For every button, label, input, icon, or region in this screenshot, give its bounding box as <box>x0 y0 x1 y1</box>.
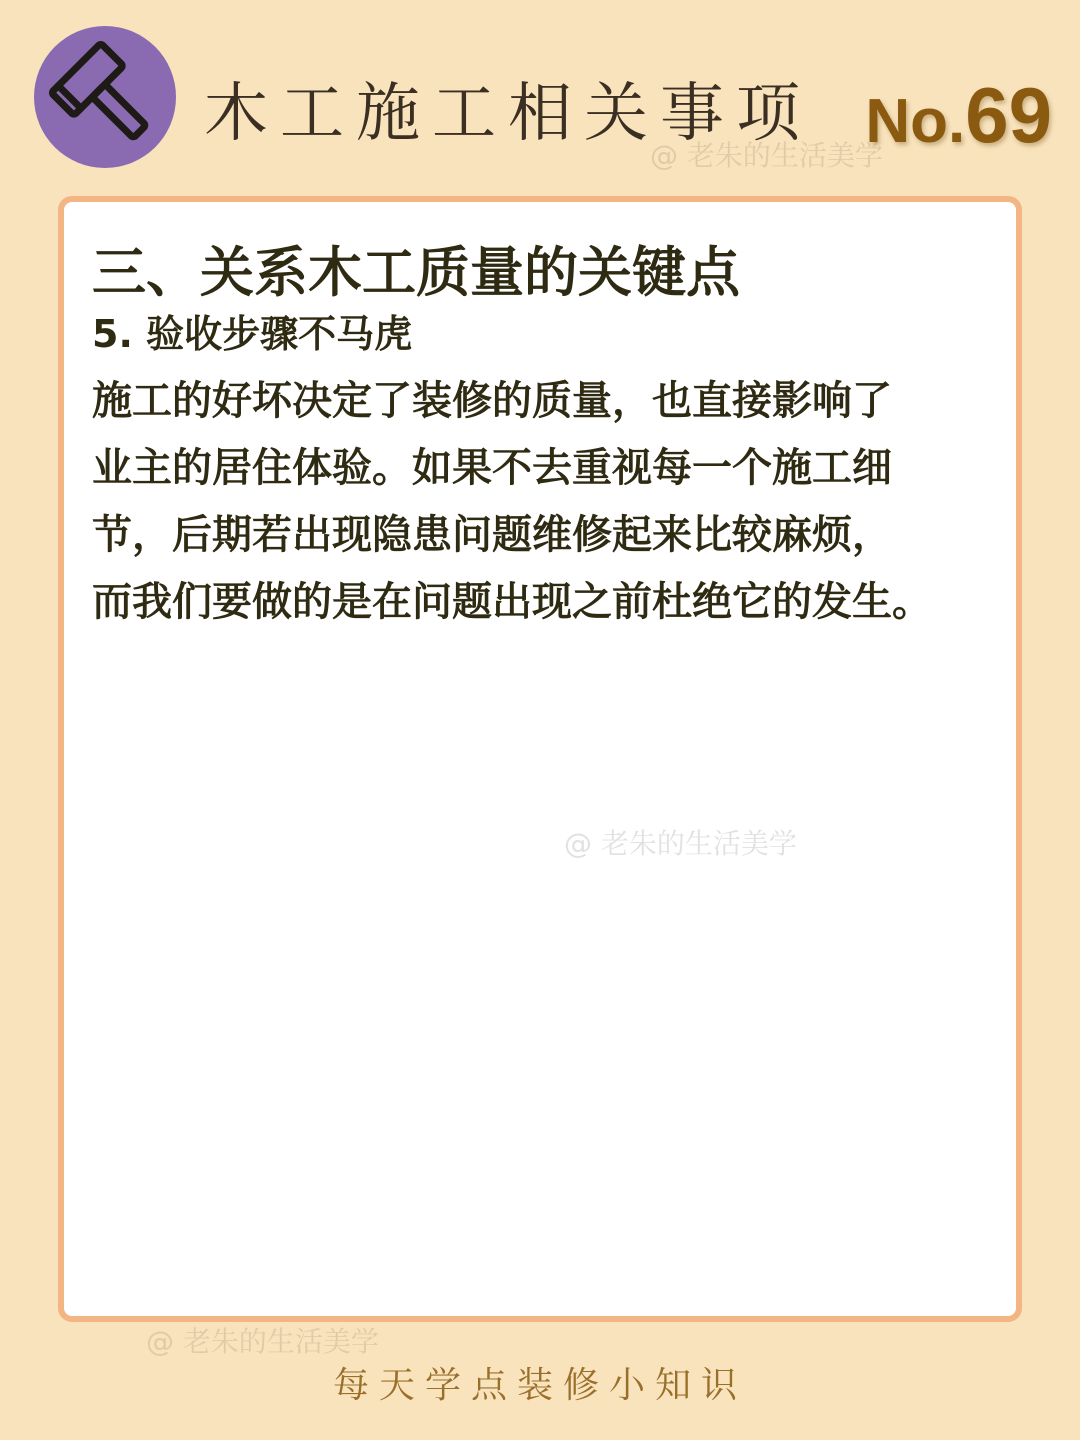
watermark: @ 老朱的生活美学 <box>146 1325 379 1358</box>
header <box>0 0 1080 190</box>
logo-badge <box>34 26 176 168</box>
content-card <box>58 196 1022 1322</box>
footer-slogan: 每天学点装修小知识 <box>332 1365 747 1406</box>
watermark: @ 老朱的生活美学 <box>564 827 797 860</box>
subheading: 5. 验收步骤不马虎 <box>92 312 413 356</box>
body-paragraph <box>92 368 1016 636</box>
body-line: 施工的好坏决定了装修的质量，也直接影响了 <box>92 378 892 424</box>
hammer-icon <box>34 26 176 168</box>
body-line: 业主的居住体验。如果不去重视每一个施工细 <box>92 445 892 491</box>
body-line: 而我们要做的是在问题出现之前杜绝它的发生。 <box>92 579 932 625</box>
issue-prefix: No. <box>865 87 966 156</box>
issue-number <box>865 70 1052 161</box>
page-title: 木工施工相关事项 <box>204 77 812 151</box>
body-line: 节，后期若出现隐患问题维修起来比较麻烦， <box>92 512 892 558</box>
issue-number-value: 69 <box>965 71 1052 159</box>
watermark: @ 老朱的生活美学 <box>650 139 883 172</box>
section-title: 三、关系木工质量的关键点 <box>92 241 740 304</box>
